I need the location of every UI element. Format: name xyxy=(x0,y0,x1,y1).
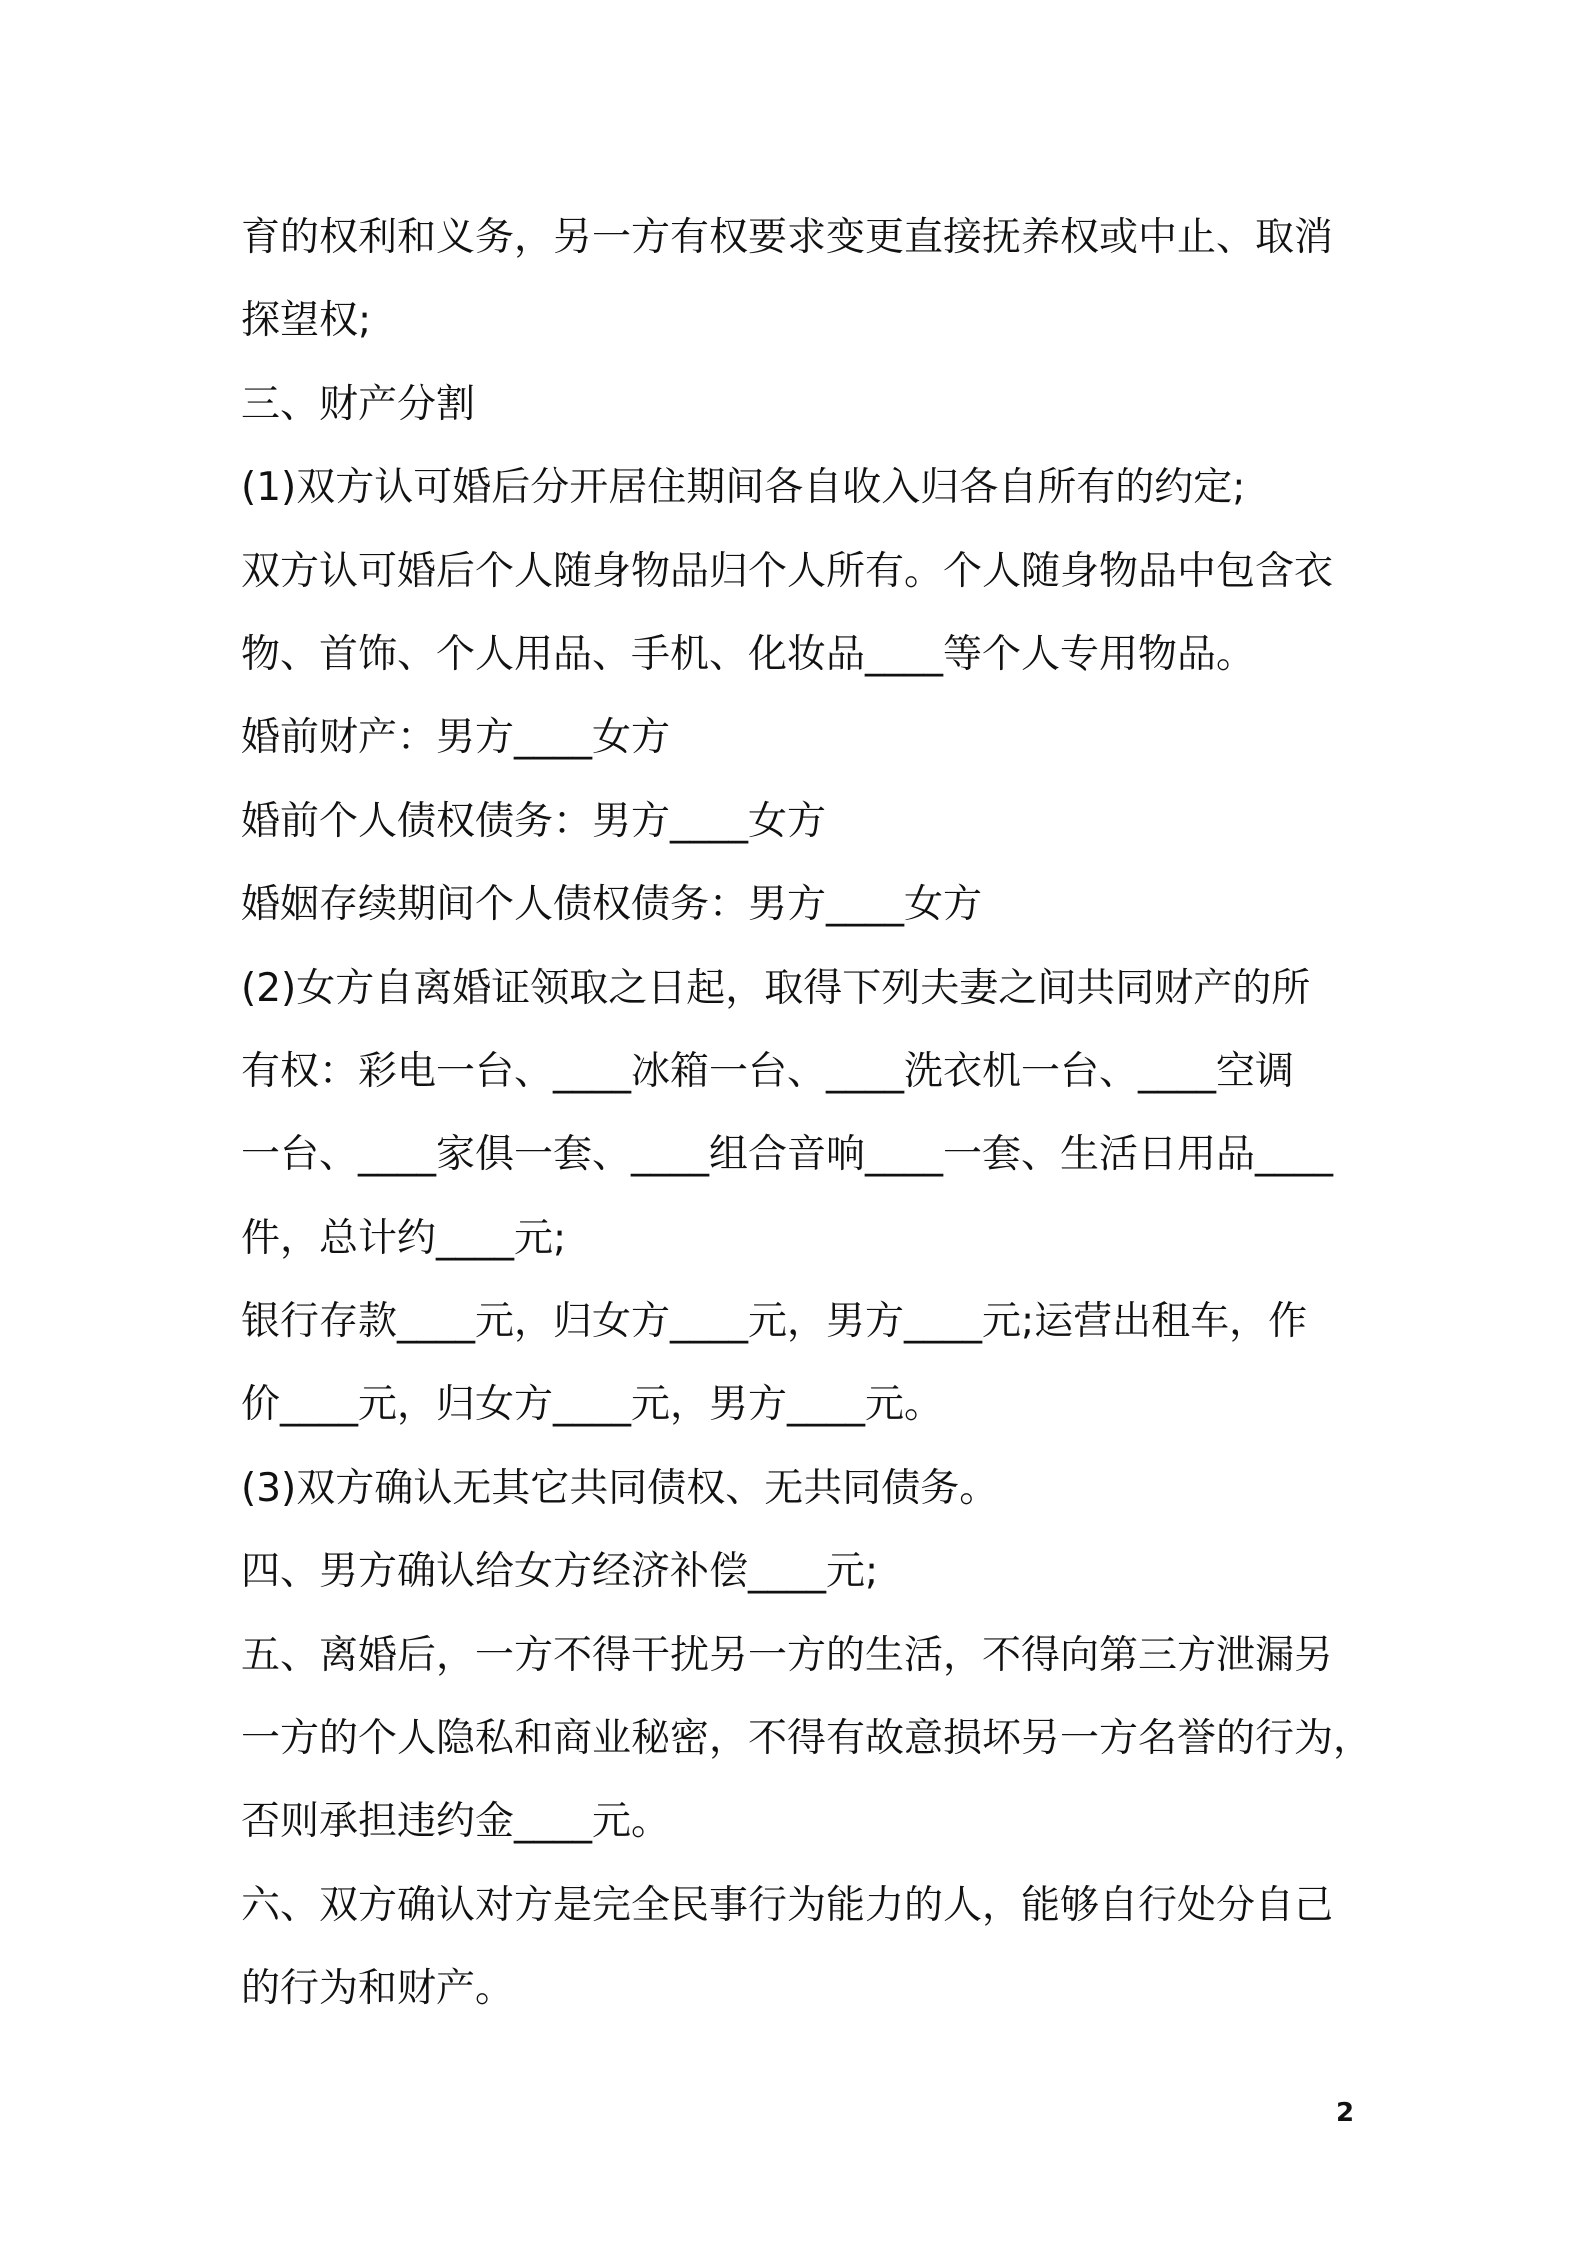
text-line: 件，总计约____元; xyxy=(241,1215,567,1261)
section-heading: 五、离婚后，一方不得干扰另一方的生活，不得向第三方泄漏另 xyxy=(241,1632,1334,1678)
text-line: 婚前财产：男方____女方 xyxy=(241,715,671,761)
text-line: (2)女方自离婚证领取之日起，取得下列夫妻之间共同财产的所 xyxy=(241,965,1311,1011)
text-line: 一方的个人隐私和商业秘密，不得有故意损坏另一方名誉的行为， xyxy=(241,1716,1373,1762)
text-line: 一台、____家俱一套、____组合音响____一套、生活日用品____ xyxy=(241,1132,1334,1178)
page-number: 2 xyxy=(1335,2098,1355,2128)
section-heading: 四、男方确认给女方经济补偿____元; xyxy=(241,1549,879,1595)
text-line: 探望权; xyxy=(241,298,372,344)
section-heading: 六、双方确认对方是完全民事行为能力的人，能够自行处分自己 xyxy=(241,1882,1334,1928)
text-line: 价____元，归女方____元，男方____元。 xyxy=(241,1382,944,1428)
text-line: 有权：彩电一台、____冰箱一台、____洗衣机一台、____空调 xyxy=(241,1048,1295,1094)
section-heading: 三、财产分割 xyxy=(241,381,476,427)
text-line: 银行存款____元，归女方____元，男方____元;运营出租车，作 xyxy=(241,1299,1308,1345)
document-body xyxy=(241,196,1373,2031)
text-line: (1)双方认可婚后分开居住期间各自收入归各自所有的约定; xyxy=(241,465,1246,511)
text-line: 物、首饰、个人用品、手机、化妆品____等个人专用物品。 xyxy=(241,631,1256,677)
text-line: (3)双方确认无其它共同债权、无共同债务。 xyxy=(241,1465,999,1511)
text-line: 育的权利和义务，另一方有权要求变更直接抚养权或中止、取消 xyxy=(241,215,1334,260)
text-line: 的行为和财产。 xyxy=(241,1966,515,2012)
text-line: 婚姻存续期间个人债权债务：男方____女方 xyxy=(241,882,983,928)
text-line: 双方认可婚后个人随身物品归个人所有。个人随身物品中包含衣 xyxy=(241,548,1334,594)
text-line: 否则承担违约金____元。 xyxy=(241,1799,671,1845)
text-line: 婚前个人债权债务：男方____女方 xyxy=(241,798,827,844)
